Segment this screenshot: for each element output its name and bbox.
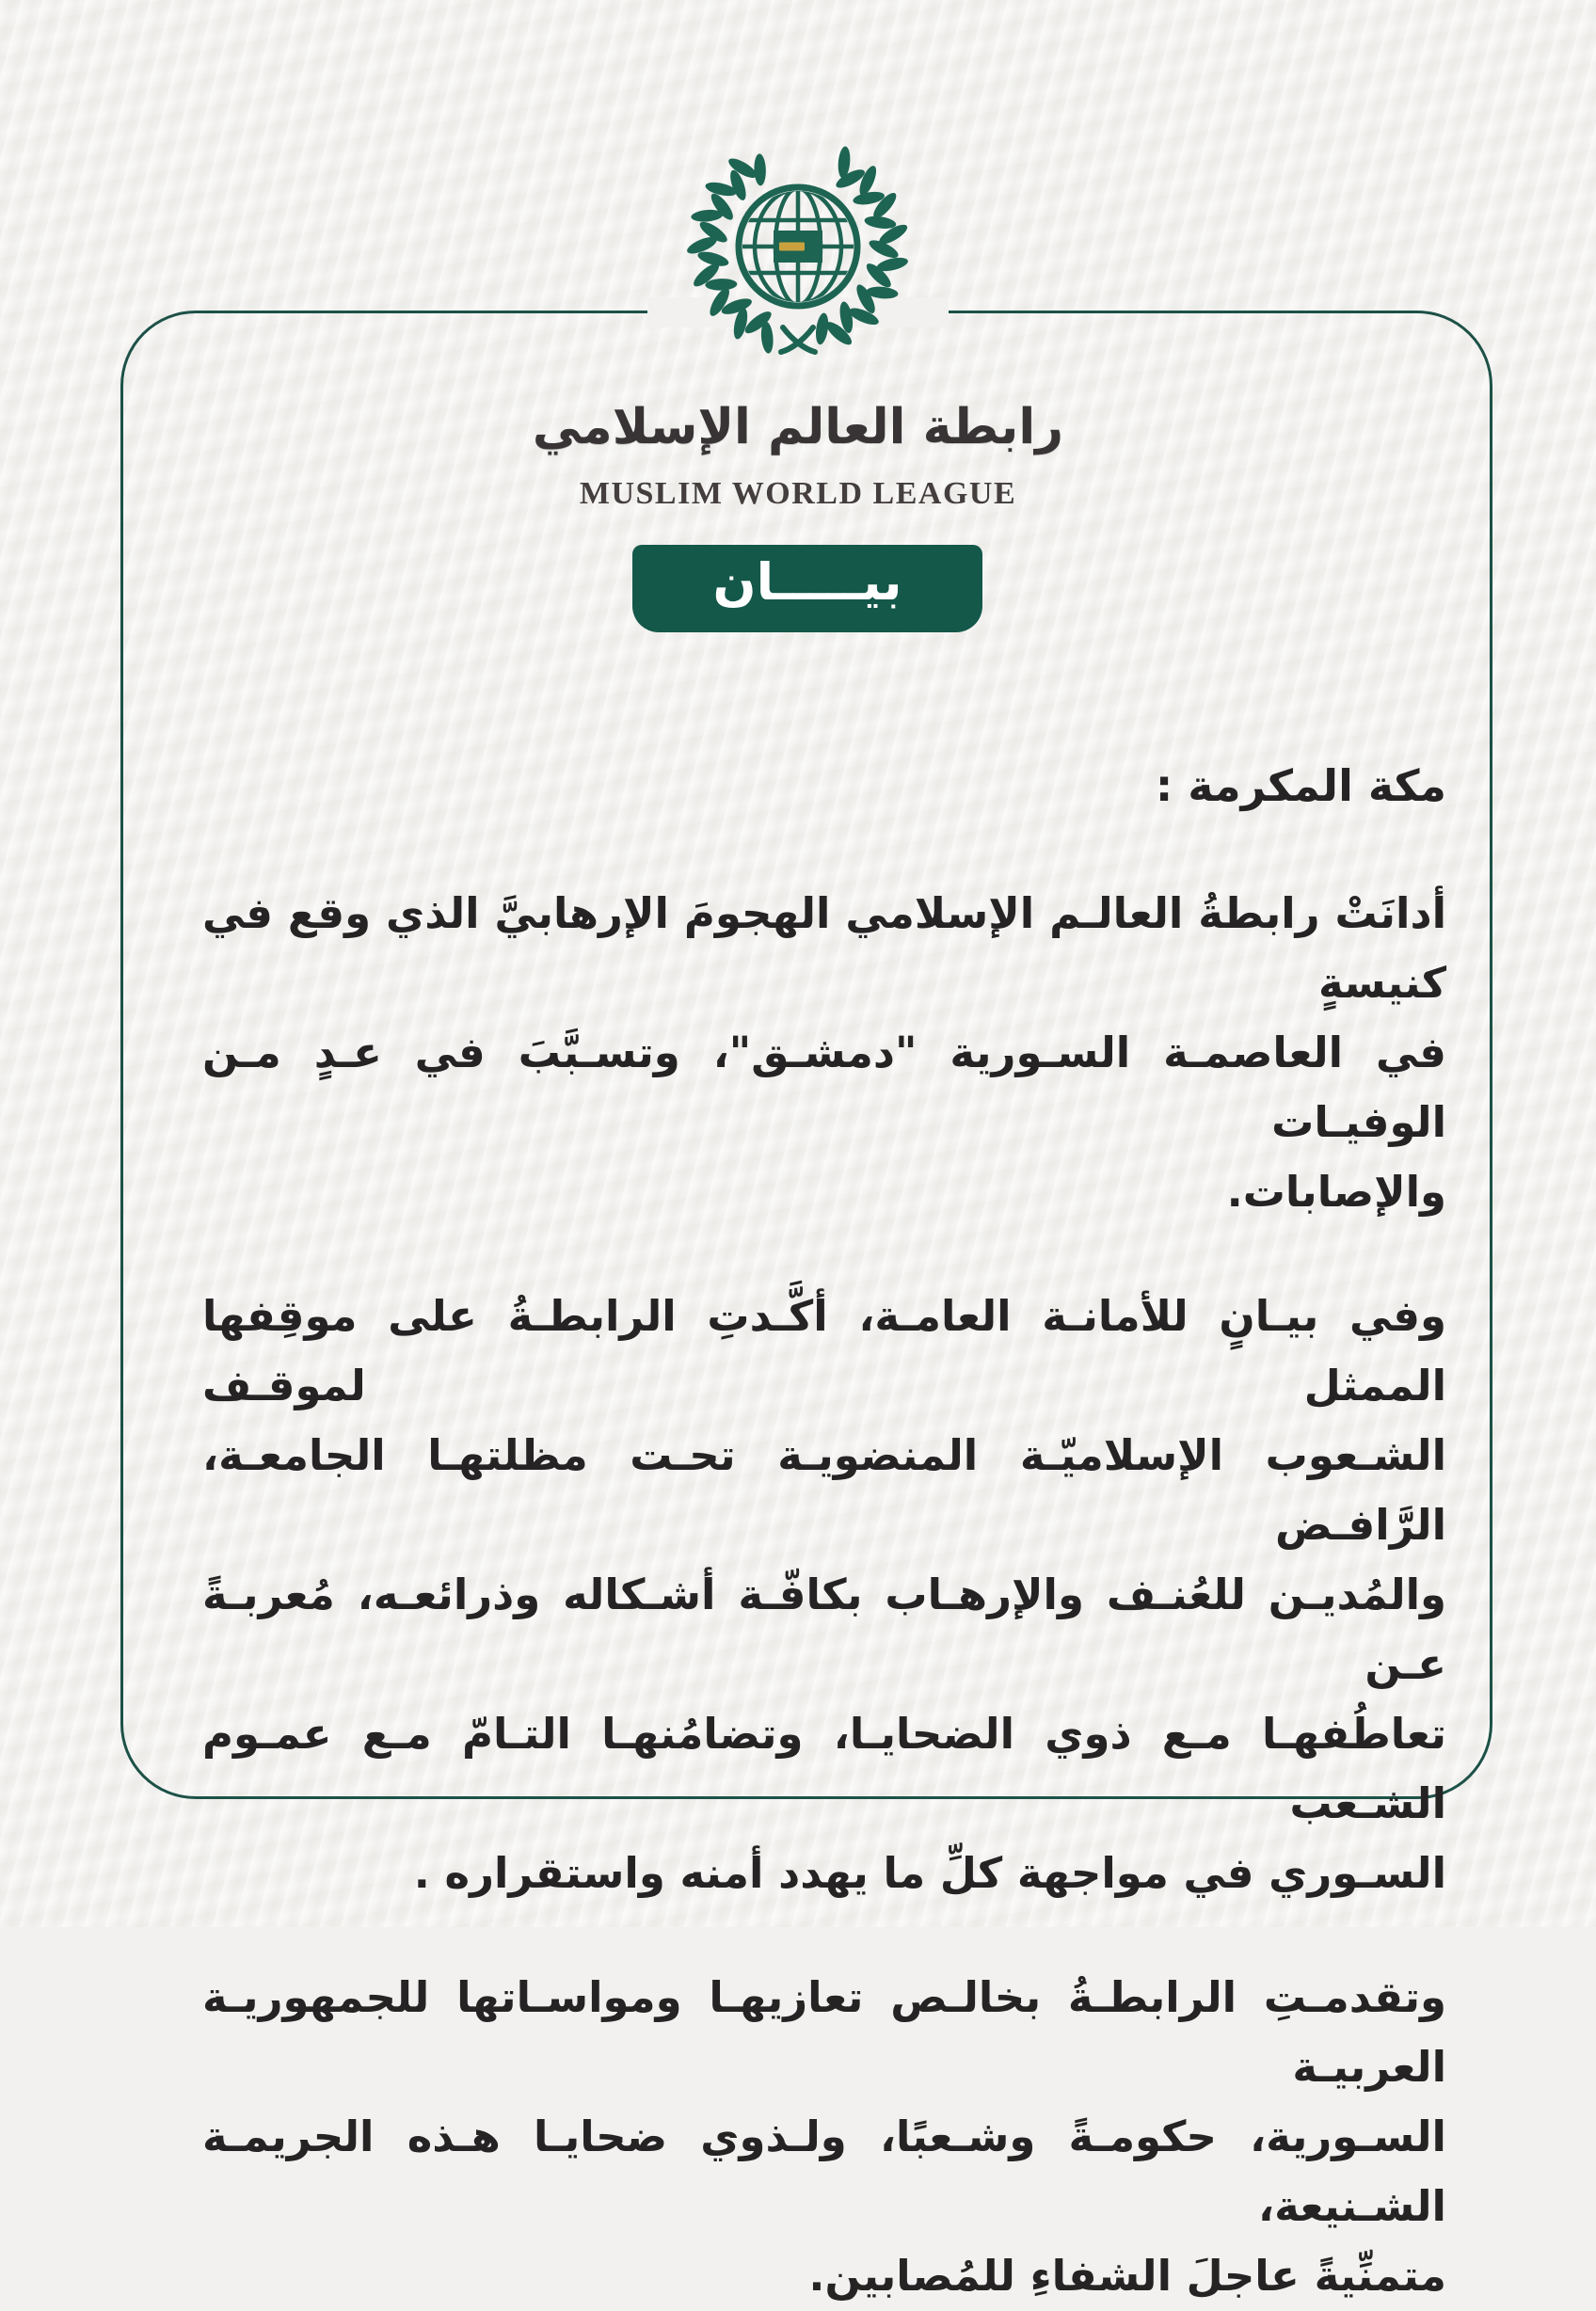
paragraph-line: الشـعوب الإسلاميّـة المنضويـة تحـت مظلتهـا الجامعـة، الرَّافـض xyxy=(202,1430,1446,1550)
paragraph-2 xyxy=(202,1282,1446,1908)
paragraph-line: والمُديـن للعُنـف والإرهـاب بكافّـة أشـكاله وذرائعـه، مُعربـةً عـن xyxy=(202,1570,1446,1689)
paragraph-line: السـوري في مواجهة كلِّ ما يهدد أمنه واستقراره . xyxy=(413,1848,1446,1898)
paragraph-line: والإصابات. xyxy=(1226,1167,1446,1217)
org-name-arabic: رابطة العالم الإسلامي xyxy=(532,399,1064,455)
kaaba-gold-band xyxy=(779,243,805,251)
statement-banner xyxy=(632,545,982,632)
banner-label: بيـــــان xyxy=(712,551,902,612)
paragraph-line: تعاطُفهـا مـع ذوي الضحايـا، وتضامُنهـا التـامّ مـع عمـوم الشـعب xyxy=(202,1709,1446,1828)
paragraph-line: وفي بيـانٍ للأمانـة العامـة، أكَّـدتِ الرابطـةُ على موقِفها الممثل لموقـف xyxy=(202,1291,1446,1411)
paragraph-3 xyxy=(202,1963,1446,2311)
location-heading: مكة المكرمة : xyxy=(1155,760,1446,811)
paragraph-line: في العاصمـة السـورية "دمشـق"، وتسـبَّبَ في عـدٍ مـن الوفيـات xyxy=(202,1028,1446,1147)
org-name-english: MUSLIM WORLD LEAGUE xyxy=(579,476,1017,511)
statement-body xyxy=(202,751,1446,2311)
paragraph-line: أدانَتْ رابطةُ العالـم الإسلامي الهجومَ الإرهابيَّ الذي وقع في كنيسةٍ xyxy=(202,888,1446,1008)
paragraph-1 xyxy=(202,879,1446,1227)
paragraph-line: وتقدمـتِ الرابطـةُ بخالـص تعازيهـا ومواسـاتها للجمهوريـة العربيـة xyxy=(202,1972,1446,2092)
paragraph-line: السـورية، حكومـةً وشـعبًا، ولـذوي ضحايـا هـذه الجريمـة الشـنيعة، xyxy=(202,2112,1446,2231)
mwl-wreath-globe-icon xyxy=(676,141,920,356)
paragraph-line: متمنِّيةً عاجلَ الشفاءِ للمُصابين. xyxy=(808,2251,1446,2301)
